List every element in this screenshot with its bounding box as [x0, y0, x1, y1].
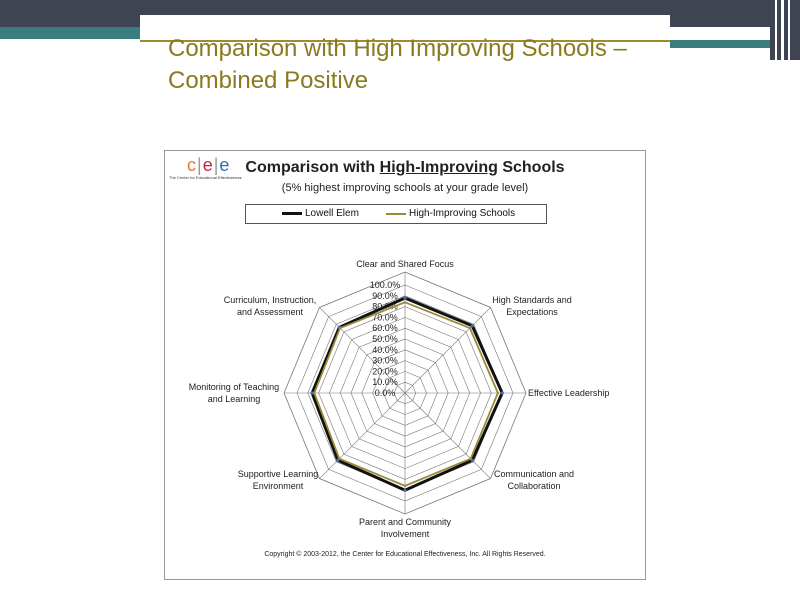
radar-chart-panel [164, 150, 646, 580]
series-0-point-4 [403, 489, 406, 492]
series-0-point-2 [501, 391, 504, 394]
logo-subtext: The Center for Educational Effectiveness [169, 175, 242, 180]
tick-label-0: 0.0% [374, 388, 396, 398]
axis-label-4 [359, 517, 452, 539]
tick-label-5: 50.0% [372, 334, 398, 344]
spoke-5 [319, 393, 405, 479]
series-0-point-1 [471, 324, 474, 327]
tick-label-8: 80.0% [372, 301, 398, 312]
axis-label-0-line-0: Clear and Shared Focus [356, 259, 454, 269]
teal-band-left [0, 27, 140, 39]
axis-label-3-line-1: Collaboration [507, 481, 561, 491]
series-1-point-7 [339, 327, 341, 329]
axis-label-3 [494, 469, 574, 491]
legend-label-lowell: Lowell Elem [305, 208, 359, 219]
series-1-point-5 [338, 457, 340, 459]
legend-label-high-improving: High-Improving Schools [409, 208, 516, 219]
series-1-point-3 [469, 457, 471, 459]
tick-label-7: 70.0% [372, 312, 398, 323]
axis-label-2-line-0: Effective Leadership [528, 388, 610, 398]
axis-label-0 [356, 259, 454, 269]
chart-subtitle: (5% highest improving schools at your grade level) [281, 182, 529, 194]
axis-label-7-line-0: Curriculum, Instruction, [223, 295, 317, 305]
axis-label-1-line-1: Expectations [506, 307, 558, 317]
radar-plot [165, 151, 645, 579]
series-1-point-6 [313, 392, 315, 394]
axis-label-2 [528, 388, 609, 398]
tick-label-3: 30.0% [372, 355, 398, 366]
axis-label-6 [189, 382, 279, 404]
chart-title: Comparison with High-Improving Schools [245, 159, 565, 176]
cee-logo: c|e|e [187, 155, 231, 175]
tick-label-2: 20.0% [372, 366, 398, 377]
series-1-point-1 [469, 327, 471, 329]
tick-label-9: 90.0% [372, 290, 398, 301]
tick-label-4: 40.0% [372, 344, 398, 355]
series-1-point-4 [404, 485, 406, 487]
axis-label-1-line-0: High Standards and [492, 295, 572, 305]
axis-label-4-line-0: Parent and Community [358, 517, 452, 527]
series-1-point-2 [497, 392, 499, 394]
slide-title [168, 33, 688, 97]
copyright-text: Copyright © 2003-2012, the Center for Educational Effectiveness, Inc. All Rights Reserved. [264, 551, 546, 558]
axis-label-1 [492, 295, 572, 317]
axis-label-7-line-1: and Assessment [236, 307, 304, 317]
axis-label-3-line-0: Communication and [493, 469, 575, 479]
axis-label-5-line-1: Environment [252, 481, 304, 491]
series-0-point-0 [403, 296, 406, 299]
spoke-3 [405, 393, 491, 479]
slide-title-line1: Comparison with High Improving Schools – [168, 35, 627, 62]
spoke-1 [405, 307, 491, 393]
tick-label-6: 60.0% [372, 323, 398, 334]
axis-label-6-line-1: and Learning [207, 394, 261, 404]
axis-label-7 [224, 295, 317, 317]
axis-label-5 [238, 469, 319, 491]
axis-label-4-line-1: Involvement [380, 529, 430, 539]
axis-label-5-line-0: Supportive Learning [237, 469, 319, 479]
series-1-point-0 [404, 301, 406, 303]
tick-label-1: 10.0% [372, 377, 398, 388]
slide-title-line2: Combined Positive [168, 67, 369, 94]
axis-label-6-line-0: Monitoring of Teaching [188, 382, 280, 392]
tick-label-10: 100.0% [369, 280, 401, 290]
